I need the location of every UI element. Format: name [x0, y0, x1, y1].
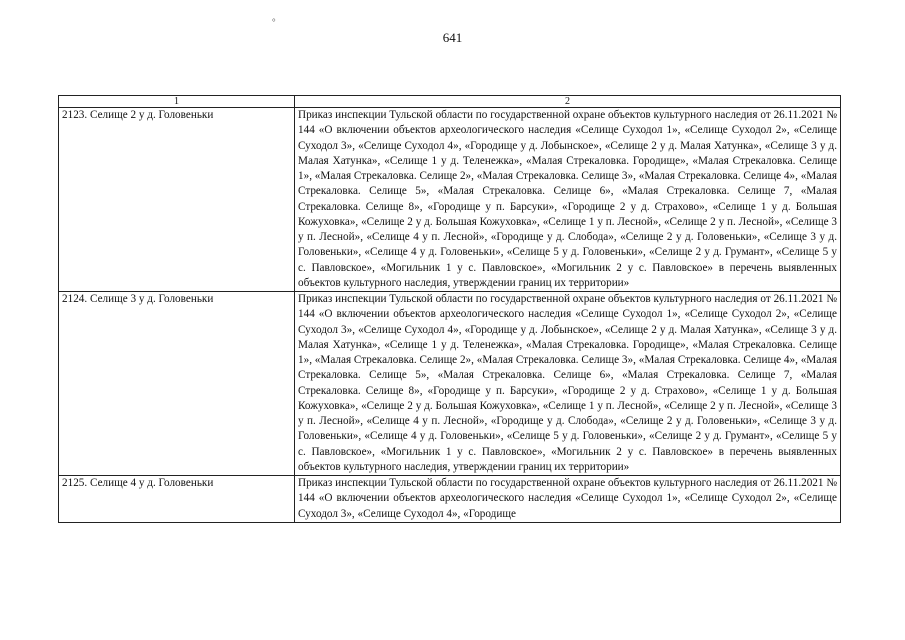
- document-description-cell: Приказ инспекции Тульской области по государственной охране объектов культурного наследия от 26.11.2021 № 144 «О включении объектов археологического наследия «Селище Суходол 1», «Селище Суходол 2», «Селище Суходол 3», «Селище Суходол 4», «Городище у д. Лобынское», «Селище 2 у д. Малая Хатунка», «Селище 3 у д. Малая Хатунка», «Селище 1 у д. Теленежка», «Малая Стрекаловка. Городище», «Малая Стрекаловка. Селище 1», «Малая Стрекаловка. Селище 2», «Малая Стрекаловка. Селище 3», «Малая Стрекаловка. Селище 4», «Малая Стрекаловка. Селище 5», «Малая Стрекаловка. Селище 6», «Малая Стрекаловка. Селище 7, «Малая Стрекаловка. Селище 8», «Городище у п. Барсуки», «Городище 2 у д. Страхово», «Селище 1 у д. Большая Кожуховка», «Селище 2 у д. Большая Кожуховка», «Селище 1 у п. Лесной», «Селище 2 у п. Лесной», «Селище 3 у п. Лесной», «Селище 4 у п. Лесной», «Городище у д. Слобода», «Селище 2 у д. Головеньки», «Селище 3 у д. Головеньки», «Селище 4 у д. Головеньки», «Селище 5 у д. Головеньки», «Селище 2 у д. Грумант», «Селище 5 у с. Павловское», «Могильник 1 у с. Павловское», «Могильник 2 у с. Павловское» в перечень выявленных объектов культурного наследия, утверждении границ их территории»: [295, 108, 841, 292]
- document-description-text: Приказ инспекции Тульской области по государственной охране объектов культурного наследия от 26.11.2021 № 144 «О включении объектов археологического наследия «Селище Суходол 1», «Селище Суходол 2», «Селище Суходол 3», «Селище Суходол 4», «Городище: [298, 477, 837, 520]
- table-row: [59, 108, 841, 292]
- page-number: 641: [442, 30, 463, 45]
- document-description-cell: [295, 476, 841, 523]
- table-header-row: [59, 96, 841, 108]
- table-row: [59, 292, 841, 476]
- object-name-cell: 2124. Селище 3 у д. Головеньки: [59, 292, 295, 476]
- document-description-cell: Приказ инспекции Тульской области по государственной охране объектов культурного наследия от 26.11.2021 № 144 «О включении объектов археологического наследия «Селище Суходол 1», «Селище Суходол 2», «Селище Суходол 3», «Селище Суходол 4», «Городище у д. Лобынское», «Селище 2 у д. Малая Хатунка», «Селище 3 у д. Малая Хатунка», «Селище 1 у д. Теленежка», «Малая Стрекаловка. Городище», «Малая Стрекаловка. Селище 1», «Малая Стрекаловка. Селище 2», «Малая Стрекаловка. Селище 3», «Малая Стрекаловка. Селище 4», «Малая Стрекаловка. Селище 5», «Малая Стрекаловка. Селище 6», «Малая Стрекаловка. Селище 7, «Малая Стрекаловка. Селище 8», «Городище у п. Барсуки», «Городище 2 у д. Страхово», «Селище 1 у д. Большая Кожуховка», «Селище 2 у д. Большая Кожуховка», «Селище 1 у п. Лесной», «Селище 2 у п. Лесной», «Селище 3 у п. Лесной», «Селище 4 у п. Лесной», «Городище у д. Слобода», «Селище 2 у д. Головеньки», «Селище 3 у д. Головеньки», «Селище 4 у д. Головеньки», «Селище 5 у д. Головеньки», «Селище 2 у д. Грумант», «Селище 5 у с. Павловское», «Могильник 1 у с. Павловское», «Могильник 2 у с. Павловское» в перечень выявленных объектов культурного наследия, утверждении границ их территории»: [295, 292, 841, 476]
- scan-speck: °: [272, 17, 276, 27]
- object-name-cell: 2125. Селище 4 у д. Головеньки: [59, 476, 295, 523]
- column-header-1: 1: [59, 96, 295, 108]
- registry-table: [58, 95, 841, 523]
- table-row: [59, 476, 841, 523]
- object-name-cell: 2123. Селище 2 у д. Головеньки: [59, 108, 295, 292]
- column-header-2: 2: [295, 96, 841, 108]
